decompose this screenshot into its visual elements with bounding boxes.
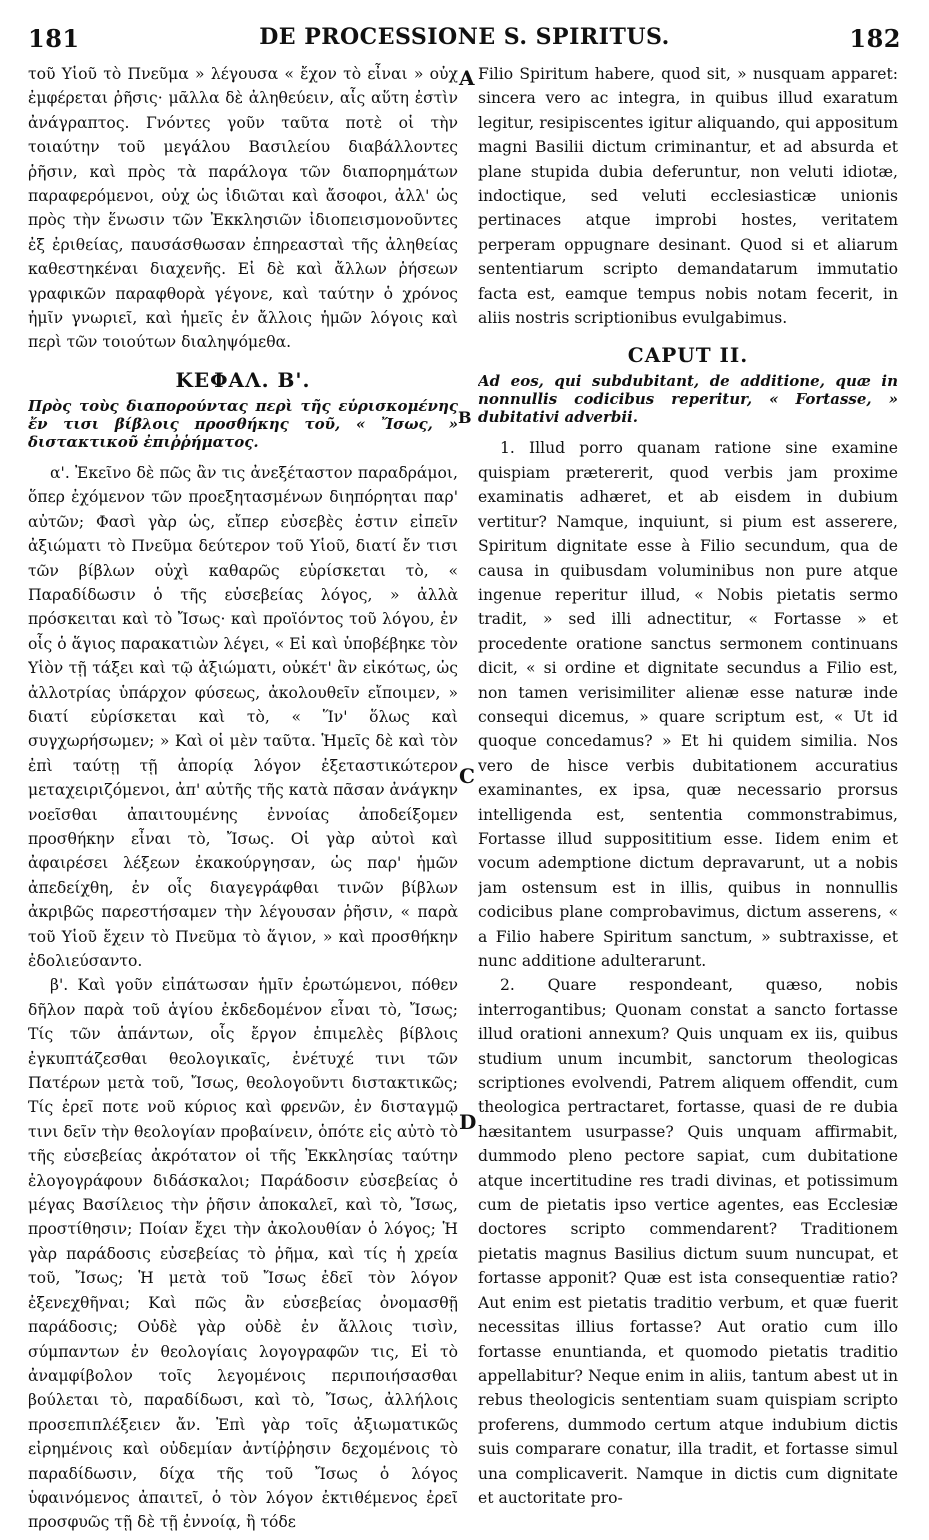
latin-chapter-heading: CAPUT II. [627,343,749,368]
latin-chapter-subtitle: Ad eos, qui subdubitant, de additione, quæ in nonnullis codicibus reperitur, « Fortasse, » dubitativi adverbii. [478,372,898,427]
greek-intro-paragraph: τοῦ Υἱοῦ τὸ Πνεῦμα » λέγουσα « ἔχον τὸ εἶναι » οὐχ ἐμφέρεται ῥῆσις· μᾶλλα δὲ ἀληθεύειν, αἷς αὕτη ἐστὶν ἀνάγραπτος. Γνόντες γοῦν ταῦτα ποτὲ οἱ τὴν τοιαύτην τοῦ μεγάλου Βασιλείου διαβάλλοντες ῥῆσιν, καὶ πρὸς τὰ παράλογα τῶν διαπορημάτων παραφερόμενοι, οὐχ ὡς ἰδιῶται καὶ ἄσοφοι, ἀλλ' ὡς πρὸς τὴν ἕνωσιν τῶν Ἐκκλησιῶν ἰδιοπεισμονοῦντες ἐξ ἐριθείας, παυσάσθωσαν ἐπηρεασταὶ τῆς ἀληθείας καθεστηκέναι διαχενῆς. Εἰ δὲ καὶ ἄλλων ῥήσεων γραφικῶν παραφθορὰ γέγονε, καὶ ταύτην ὁ χρόνος ἡμῖν γνωριεῖ, καὶ ἡμεῖς ἐν ἄλλοις ἡμῶν λόγοις καὶ περὶ τῶν τοιούτων διαληψόμεθα. [28,65,458,352]
page-number-left: 181 [28,24,80,53]
margin-marker-d: D [459,1110,477,1134]
latin-column [478,62,898,1532]
greek-paragraph-beta: β'. Καὶ γοῦν εἰπάτωσαν ἡμῖν ἐρωτώμενοι, πόθεν δῆλον παρὰ τοῦ ἁγίου ἐκδεδομένον εἶναι τὸ, Ἴσως; Τίς τῶν ἁπάντων, οἷς ἔργον ἐπιμελὲς βίβλοις ἐγκυπτάζεσθαι θεολογικαῖς, ἐνέτυχέ τινι τῶν Πατέρων μετὰ τοῦ, Ἴσως, θεολογοῦντι διστακτικῶς; Τίς ἐρεῖ ποτε νοῦ κύριος καὶ φρενῶν, ἐν δισταγμῷ τινι δεῖν τὴν θεολογίαν προβαίνειν, ὁπότε εἰς αὐτὸ τὸ τῆς εὐσεβείας ἀκρότατον οἱ τῆς Ἐκκλησίας ταύτην ἐλογογράφουν διδάσκαλοι; Παράδοσιν εὐσεβείας ὁ μέγας Βασίλειος τὴν ῥῆσιν ἀποκαλεῖ, καὶ τὸ, Ἴσως, προστίθησιν; Ποίαν ἔχει τὴν ἀκολουθίαν ὁ λόγος; Ἡ γὰρ παράδοσις εὐσεβείας τὸ ῥῆμα, καὶ τίς ἡ χρεία τοῦ, Ἴσως; Ἡ μετὰ τοῦ Ἴσως ἐδεῖ τὸν λόγον ἐξενεχθῆναι; Καὶ πῶς ἂν εὐσεβείας ὀνομασθῇ παράδοσις; Οὐδὲ γὰρ οὐδὲ ἐν ἄλλοις τισὶν, σύμπαντων ἐν θεολογίαις λογογραφῶν τις, Εἰ τὸ ἀναμφίβολον τοῖς λεγομένοις περιποιήσασθαι βούλεται τὸ, παραδίδωσι, καὶ τὸ, Ἴσως, ἀλλήλοις προσεπιπλέξειεν ἄν. Ἐπὶ γὰρ τοῖς ἀξιωματικῶς εἰρημένοις καὶ οὐδεμίαν ἀντίῤῥησιν δεχομένοις τὸ παραδίδωσιν, δίχα τῆς τοῦ Ἴσως ὁ λόγος ὑφαινόμενος ἀπαιτεῖ, ὁ τὸν λόγον ἐκτιθέμενος ἐρεῖ προσφυῶς τῇ δὲ τῇ ἐννοίᾳ, ἢ τόδε [28,976,458,1532]
latin-paragraph-2: 2. Quare respondeant, quæso, nobis interrogantibus; Quonam constat a sancto fortasse illud orationi annexum? Quis unquam ex iis, quibus studium unum incumbit, sanctorum theologicas scriptiones evolvendi, Patrem aliquem offendit, cum theologica pertractaret, fortasse, quasi de re dubia hæsitantem usurpasse? Quis unquam affirmabit, dummodo pleno pectore sapiat, cum dubitatione atque incertitudine res tradi divinas, et potissimum cum de pietatis ipso vertice agentes, eas Ecclesiæ doctores scripto commendarent? Traditionem pietatis magnus Basilius dictum suum nuncupat, et fortasse apponit? Quæ est ista consequentiæ ratio? Aut enim est pietatis traditio verbum, et quæ fuerit necessitas illius fortasse? Aut oratio cum illo fortasse enuntianda, et quomodo pietatis traditio appellabitur? Neque enim in aliis, tantum abest ut in rebus theologicis sententiam suam quispiam scripto proferens, dummodo certum atque indubium dictis suis comparare conatur, illa tradit, et fortasse simul una complicaverit. Namque in dictis cum dignitate et auctoritate pro- [478,976,898,1507]
greek-chapter-heading: ΚΕΦΑΛ. Β'. [175,367,311,392]
margin-marker-a: A [459,66,475,90]
greek-column [28,62,458,1532]
margin-marker-c: C [459,764,475,788]
greek-paragraph-alpha: α'. Ἐκεῖνο δὲ πῶς ἂν τις ἀνεξέταστον παραδράμοι, ὅπερ ἐχόμενον τῶν προεξητασμένων διηπόρηται παρ' αὐτῶν; Φασὶ γὰρ ὡς, εἴπερ εὐσεβὲς ἐστιν εἰπεῖν ἀξιώματι τὸ Πνεῦμα δεύτερον τοῦ Υἱοῦ, διατί ἔν τισι τῶν βίβλων οὐχὶ καθαρῶς εὑρίσκεται τὸ, « Παραδίδωσιν ὁ τῆς εὐσεβείας λόγος, » ἀλλὰ πρόσκειται καὶ τὸ Ἴσως· καὶ προϊόντος τοῦ λόγου, ἐν οἷς ὁ ἅγιος παρακατιὼν λέγει, « Εἰ καὶ ὑποβέβηκε τὸν Υἱὸν τῇ τάξει καὶ τῷ ἀξιώματι, οὐκέτ' ἂν εἰκότως, ὡς ἀλλοτρίας ὑπάρχον φύσεως, ἀκολουθεῖν εἴποιμεν, » διατί εὑρίσκεται καὶ τὸ, « Ἵν' ὅλως καὶ συγχωρήσωμεν; » Καὶ οἱ μὲν ταῦτα. Ἡμεῖς δὲ καὶ τὸν ἐπὶ ταύτῃ τῇ ἀπορίᾳ λόγον ἐξεταστικώτερον μεταχειριζόμενοι, ἀπ' αὐτῆς τῆς κατὰ πᾶσαν ἀνάγκην νοεῖσθαι ἀπαιτουμένης ἐννοίας ἀποδείξομεν προσθήκην εἶναι τὸ, Ἴσως. Οἱ γὰρ αὐτοὶ καὶ ἀφαιρέσει λέξεων ἐκακούργησαν, ὡς παρ' ἡμῶν ἀπεδείχθη, ἐν οἷς διαγεγράφθαι τινῶν βίβλων ἀκριβῶς παρεστήσαμεν τὴν λέγουσαν ῥῆσιν, « παρὰ τοῦ Υἱοῦ ἔχειν τὸ Πνεῦμα τὸ ἅγιον, » καὶ προσθήκην ἐδολιεύσαντο. [28,463,458,970]
running-title: DE PROCESSIONE S. SPIRITUS. [259,24,670,50]
margin-marker-b: B [458,408,472,427]
latin-paragraph-1: 1. Illud porro quanam ratione sine examine quispiam prætererit, quod verbis jam proxime examinatis adhæret, et ab eisdem in dubium vertitur? Namque, inquiunt, si pium est asserere, Spiritum dignitate esse à Filio secundum, qua de causa in quibusdam voluminibus non pure atque ingenue reperitur illud, « Nobis pietatis sermo tradit, » sed illi adnectitur, « Fortasse » et procedente oratione sanctus sermonem continuans dicit, « si ordine et dignitate secundus a Filio est, non tamen verisimiliter alienæ esse naturæ inde consequi dicemus, » quare scriptum est, « Ut id quoque concedamus? » Et hi quidem similia. Nos vero de hisce verbis dubitationem accuratius examinantes, ex ipsa, quæ necessario prorsus intelligenda est, sententia commonstrabimus, Fortasse illud supposititium esse. Iidem enim et vocum ademptione dictum depravarunt, ut a nobis jam ostensum est in illis, quibus in nonnullis codicibus plane comprobavimus, dictum asserens, « a Filio habere Spiritum sanctum, » subtraxisse, et nunc additione adulterarunt. [478,439,898,970]
greek-chapter-subtitle: Πρὸς τοὺς διαπορούντας περὶ τῆς εὑρισκομένης ἔν τισι βίβλοις προσθήκης τοῦ, « Ἴσως, » διστακτικοῦ ἐπιῤῥήματος. [28,396,458,451]
running-header [28,20,901,56]
page-number-right: 182 [849,24,901,53]
latin-intro-paragraph: Filio Spiritum habere, quod sit, » nusquam apparet: sincera vero ac integra, in quibus illud exaratum legitur, resipiscentes igitur aliquando, qui appositum magni Basilii dictum criminantur, et ad absurda et plane stupida dubia deferuntur, non veluti idiotæ, indoctique, sed veluti ecclesiasticæ unionis pertinaces atque improbi hostes, veritatem perperam oppugnare desinant. Quod si et aliarum sententiarum scripto demandatarum immutatio facta est, eamque tempus nobis notam fecerit, in aliis nostris scriptionibus evulgabimus. [478,65,898,328]
